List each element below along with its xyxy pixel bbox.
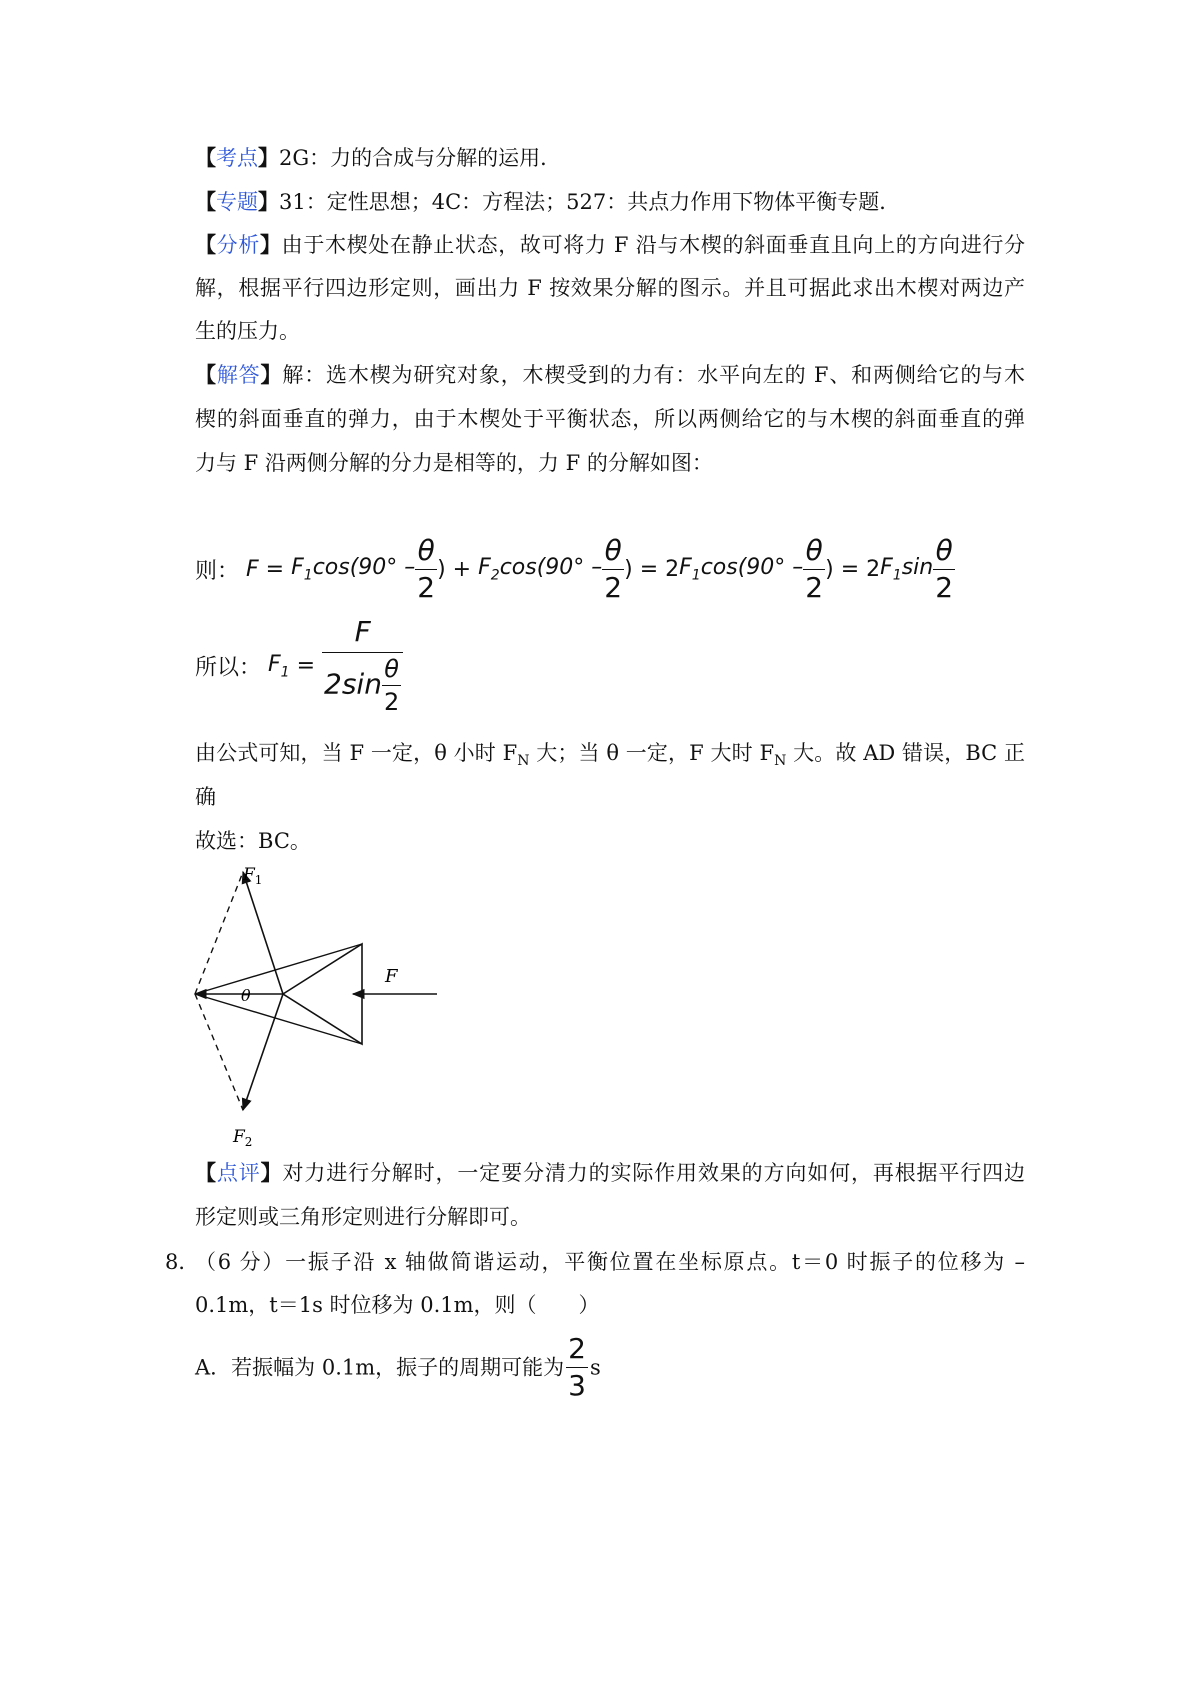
answer-line: 故选：BC。 <box>195 829 311 853</box>
f-label: F <box>385 966 398 987</box>
dianping-line-2: 形定则或三角形定则进行分解即可。 <box>195 1205 531 1229</box>
kaodian-tag: 【考点】 <box>195 145 279 170</box>
jieda-line-3: 力与 F 沿两侧分解的分力是相等的，力 F 的分解如图： <box>195 451 713 475</box>
fenxi-tag: 【分析】 <box>195 232 282 257</box>
kaodian-line <box>195 143 1025 173</box>
q8-option-a[interactable]: A．若振幅为 0.1m，振子的周期可能为 $\frac{2}{3}$ s <box>195 1332 601 1402</box>
kaodian-text: 2G：力的合成与分解的运用． <box>279 146 562 170</box>
theta-angle-label: θ <box>241 986 251 1005</box>
f1-label: $F_1$ <box>243 865 263 887</box>
formula-force-sum: 则： $F = F_1\cos(90^\circ$ – $\frac{\theta}{2}$ ) + $F_2\cos(90^\circ$ – $\frac{\theta}{2}$ ) = $2F_1\cos(90^\circ$ – $\frac{\theta}{2}$ ) = $2F_1\sin$ $\frac{\theta}{2}$ <box>195 534 954 604</box>
f1-fraction: F 2sin $\frac{\theta}{2}$ <box>322 618 403 714</box>
conclusion-line-2: 确 <box>195 785 216 809</box>
jieda-line-2: 楔的斜面垂直的弹力，由于木楔处于平衡状态，所以两侧给它的与木楔的斜面垂直的弹 <box>195 407 1025 431</box>
dianping-tag: 【点评】 <box>195 1160 283 1185</box>
zhuanti-text: 31：定性思想；4C：方程法；527：共点力作用下物体平衡专题． <box>279 190 901 214</box>
zhuanti-tag: 【专题】 <box>195 189 279 214</box>
f2-label: $F_2$ <box>233 1127 253 1149</box>
fenxi-line-2: 解，根据平行四边形定则，画出力 F 按效果分解的图示。并且可据此求出木楔对两边产 <box>195 276 1025 300</box>
q8-number: 8． <box>165 1250 200 1274</box>
formula-f1-result: 所以： $F_1$ = F 2sin $\frac{\theta}{2}$ <box>195 618 403 714</box>
fenxi-line-1: 【分析】由于木楔处在静止状态，故可将力 F 沿与木楔的斜面垂直且向上的方向进行分 <box>195 232 1026 257</box>
force-diagram-detail <box>185 860 455 1150</box>
jieda-line-1: 【解答】解：选木楔为研究对象，木楔受到的力有：水平向左的 F、和两侧给它的与木 <box>195 362 1026 387</box>
dianping-line-1: 【点评】对力进行分解时，一定要分清力的实际作用效果的方向如何，再根据平行四边 <box>195 1160 1026 1185</box>
zhuanti-line <box>195 187 1025 217</box>
q8-line-1: （6 分）一振子沿 x 轴做简谐运动，平衡位置在坐标原点。t＝0 时振子的位移为 – <box>195 1250 1025 1274</box>
jieda-tag: 【解答】 <box>195 362 283 387</box>
q8-line-2: 0.1m，t＝1s 时位移为 0.1m，则（ ） <box>195 1293 600 1317</box>
conclusion-line-1: 由公式可知，当 F 一定，θ 小时 $F_N$ 大；当 θ 一定，F 大时 $F_N$ 大。故 AD 错误，BC 正 <box>195 741 1025 770</box>
fenxi-line-3: 生的压力。 <box>195 319 300 343</box>
